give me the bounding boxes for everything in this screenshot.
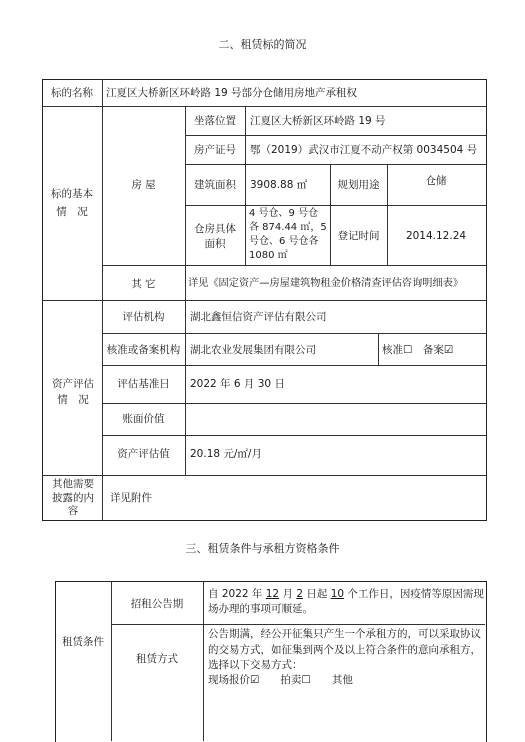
subject-name-value: 江夏区大桥新区环岭路 19 号部分仓储用房地产承租权 bbox=[106, 87, 358, 99]
approval-value: 湖北农业发展集团有限公司 bbox=[190, 344, 316, 356]
notice-workdays: 10 bbox=[330, 588, 345, 600]
house-label: 房 屋 bbox=[131, 179, 156, 191]
notice-period-line1: 自 2022 年 12 月 2 日起 10 个工作日，因疫情等原因需现 bbox=[208, 588, 484, 600]
lease-method-label: 租赁方式 bbox=[136, 653, 178, 665]
warehouse-area-value: 4 号仓、9 号仓各 874.44 ㎡，5 号仓、6 号仓各 1080 ㎡ bbox=[249, 208, 327, 261]
notice-day: 2 bbox=[296, 588, 303, 600]
location-value: 江夏区大桥新区环岭路 19 号 bbox=[250, 115, 386, 127]
usage-label: 规划用途 bbox=[337, 179, 380, 191]
notice-period-label: 招租公告期 bbox=[130, 598, 184, 610]
eval-value-label: 资产评估值 bbox=[117, 448, 170, 460]
notice-period-line2: 场办理的事项可顺延。 bbox=[208, 603, 313, 615]
eval-value-value: 20.18 元/㎡/月 bbox=[190, 448, 262, 460]
section3-title: 三、租赁条件与承租方资格条件 bbox=[185, 542, 340, 555]
eval-date-value: 2022 年 6 月 30 日 bbox=[190, 378, 285, 390]
approval-label: 核准或备案机构 bbox=[106, 344, 181, 356]
other-disclosure-value: 详见附件 bbox=[110, 492, 152, 504]
eval-date-label: 评估基准日 bbox=[117, 378, 170, 390]
area-label: 建筑面积 bbox=[194, 179, 236, 191]
approval-options: 核准☐ 备案☑ bbox=[382, 344, 454, 356]
location-label: 坐落位置 bbox=[194, 115, 236, 127]
eval-org-value: 湖北鑫恒信资产评估有限公司 bbox=[190, 311, 327, 323]
reg-time-value: 2014.12.24 bbox=[405, 230, 467, 242]
lease-conditions-label: 租赁条件 bbox=[62, 636, 104, 648]
cert-value: 鄂（2019）武汉市江夏不动产权第 0034504 号 bbox=[250, 144, 478, 156]
warehouse-area-label: 仓房具体面积 bbox=[194, 223, 236, 250]
subject-name-label: 标的名称 bbox=[51, 87, 93, 99]
eval-org-label: 评估机构 bbox=[122, 311, 165, 323]
usage-value: 仓储 bbox=[425, 175, 447, 187]
other-value: 详见《固定资产—房屋建筑物租金价格清查评估咨询明细表》 bbox=[188, 278, 464, 289]
notice-month: 12 bbox=[265, 588, 280, 600]
book-value-label: 账面价值 bbox=[122, 413, 165, 425]
section2-title: 二、租赁标的简况 bbox=[218, 38, 307, 51]
lease-method-text: 公告期满，经公开征集只产生一个承租方的，可以采取协议的交易方式，如征集到两个及以上符合条件的意向承租方，选择以下交易方式： bbox=[208, 628, 481, 671]
other-label: 其 它 bbox=[131, 278, 156, 290]
area-value: 3908.88 ㎡ bbox=[250, 179, 308, 191]
cert-label: 房产证号 bbox=[194, 144, 236, 156]
lease-method-options: 现场报价☑ 拍卖☐ 其他 bbox=[208, 674, 353, 686]
basic-info-label: 标的基本情 况 bbox=[51, 188, 93, 218]
reg-time-label: 登记时间 bbox=[337, 230, 380, 242]
asset-eval-label: 资产评估情 况 bbox=[52, 378, 94, 406]
other-disclosure-label: 其他需要披露的内容 bbox=[52, 478, 94, 517]
